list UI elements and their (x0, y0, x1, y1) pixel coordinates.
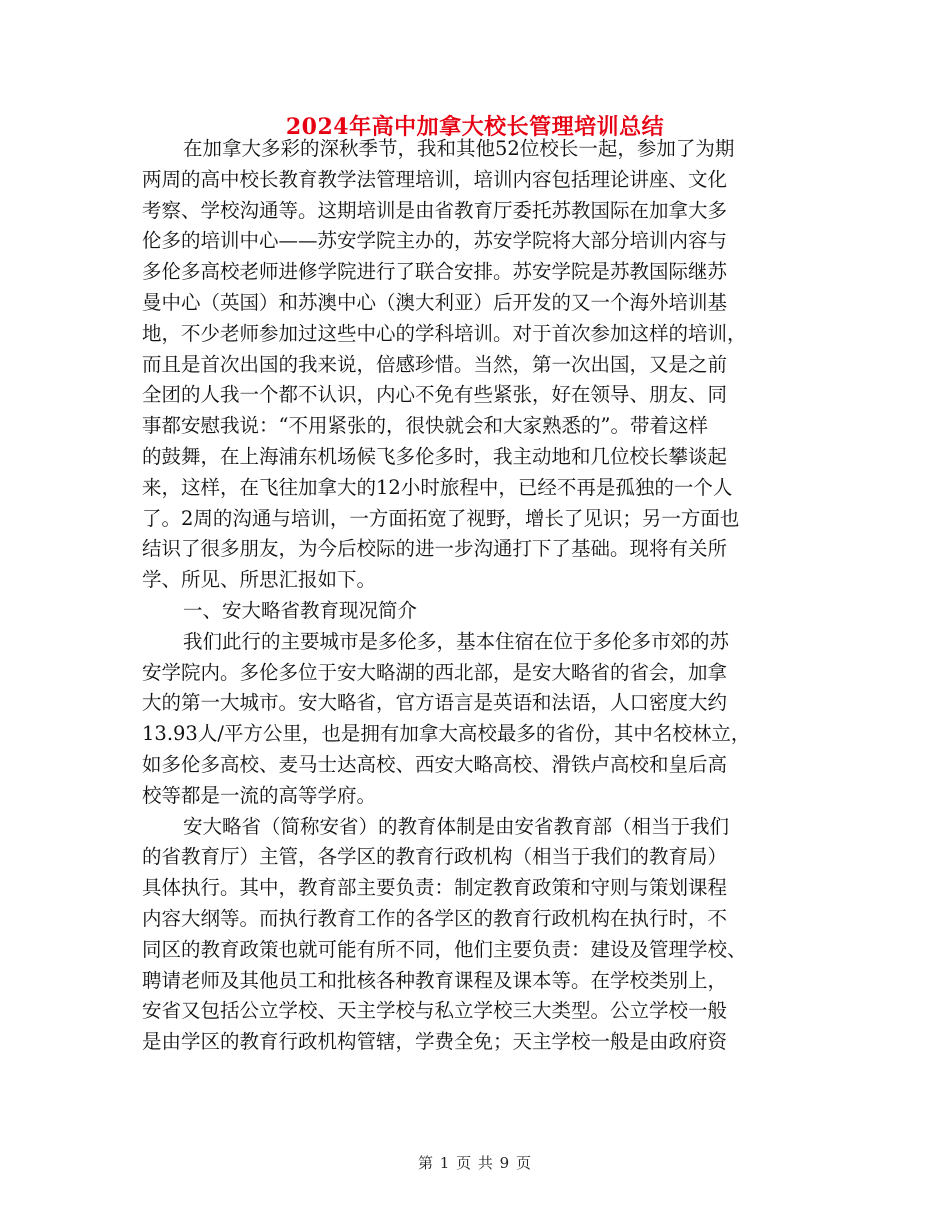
body-line: 事都安慰我说：“不用紧张的，很快就会和大家熟悉的”。带着这样 (142, 414, 708, 438)
body-line: 13.93人/平方公里，也是拥有加拿大高校最多的省份，其中名校林立， (142, 722, 751, 746)
body-line: 校等都是一流的高等学府。 (142, 783, 377, 807)
body-line: 考察、学校沟通等。这期培训是由省教育厅委托苏教国际在加拿大多 (142, 198, 728, 222)
body-line: 曼中心（英国）和苏澳中心（澳大利亚）后开发的又一个海外培训基 (142, 290, 728, 314)
body-line: 了。2周的沟通与培训，一方面拓宽了视野，增长了见识；另一方面也 (142, 506, 740, 530)
document-title: 2024年高中加拿大校长管理培训总结 (285, 114, 665, 140)
body-line: 安省又包括公立学校、天主学校与私立学校三大类型。公立学校一般 (142, 999, 728, 1023)
body-line: 是由学区的教育行政机构管辖，学费全免；天主学校一般是由政府资 (142, 1030, 728, 1054)
body-line: 在加拿大多彩的深秋季节，我和其他52位校长一起，参加了为期 (183, 137, 735, 160)
body-line: 全团的人我一个都不认识，内心不免有些紧张，好在领导、朋友、同 (142, 383, 728, 407)
body-line: 具体执行。其中，教育部主要负责：制定教育政策和守则与策划课程 (142, 876, 728, 900)
body-line: 大的第一大城市。安大略省，官方语言是英语和法语，人口密度大约 (142, 691, 728, 715)
body-line: 内容大纲等。而执行教育工作的各学区的教育行政机构在执行时，不 (142, 906, 728, 930)
body-line: 而且是首次出国的我来说，倍感珍惜。当然，第一次出国，又是之前 (142, 352, 728, 376)
body-line: 伦多的培训中心——苏安学院主办的，苏安学院将大部分培训内容与 (142, 229, 728, 253)
body-line: 结识了很多朋友，为今后校际的进一步沟通打下了基础。现将有关所 (142, 537, 728, 561)
body-line: 学、所见、所思汇报如下。 (142, 568, 377, 592)
body-line: 安学院内。多伦多位于安大略湖的西北部，是安大略省的省会，加拿 (142, 660, 728, 684)
body-line: 的省教育厅）主管，各学区的教育行政机构（相当于我们的教育局） (142, 845, 728, 869)
body-line: 两周的高中校长教育教学法管理培训，培训内容包括理论讲座、文化 (142, 167, 728, 191)
body-line: 同区的教育政策也就可能有所不同，他们主要负责：建设及管理学校、 (142, 937, 747, 961)
body-line: 多伦多高校老师进修学院进行了联合安排。苏安学院是苏教国际继苏 (142, 260, 728, 284)
section-heading: 一、安大略省教育现况简介 (183, 598, 418, 622)
body-line: 的鼓舞，在上海浦东机场候飞多伦多时，我主动地和几位校长攀谈起 (142, 444, 728, 468)
body-line: 如多伦多高校、麦马士达高校、西安大略高校、滑铁卢高校和皇后高 (142, 752, 728, 776)
document-body (142, 134, 810, 1058)
page-footer: 第 1 页 共 9 页 (418, 1154, 532, 1172)
body-line: 聘请老师及其他员工和批核各种教育课程及课本等。在学校类别上， (142, 968, 728, 992)
body-line: 来，这样，在飞往加拿大的12小时旅程中，已经不再是孤独的一个人 (142, 475, 733, 499)
body-line: 地，不少老师参加过这些中心的学科培训。对于首次参加这样的培训， (142, 321, 747, 345)
body-line: 我们此行的主要城市是多伦多，基本住宿在位于多伦多市郊的苏 (183, 629, 730, 653)
body-line: 安大略省（简称安省）的教育体制是由安省教育部（相当于我们 (183, 814, 730, 838)
